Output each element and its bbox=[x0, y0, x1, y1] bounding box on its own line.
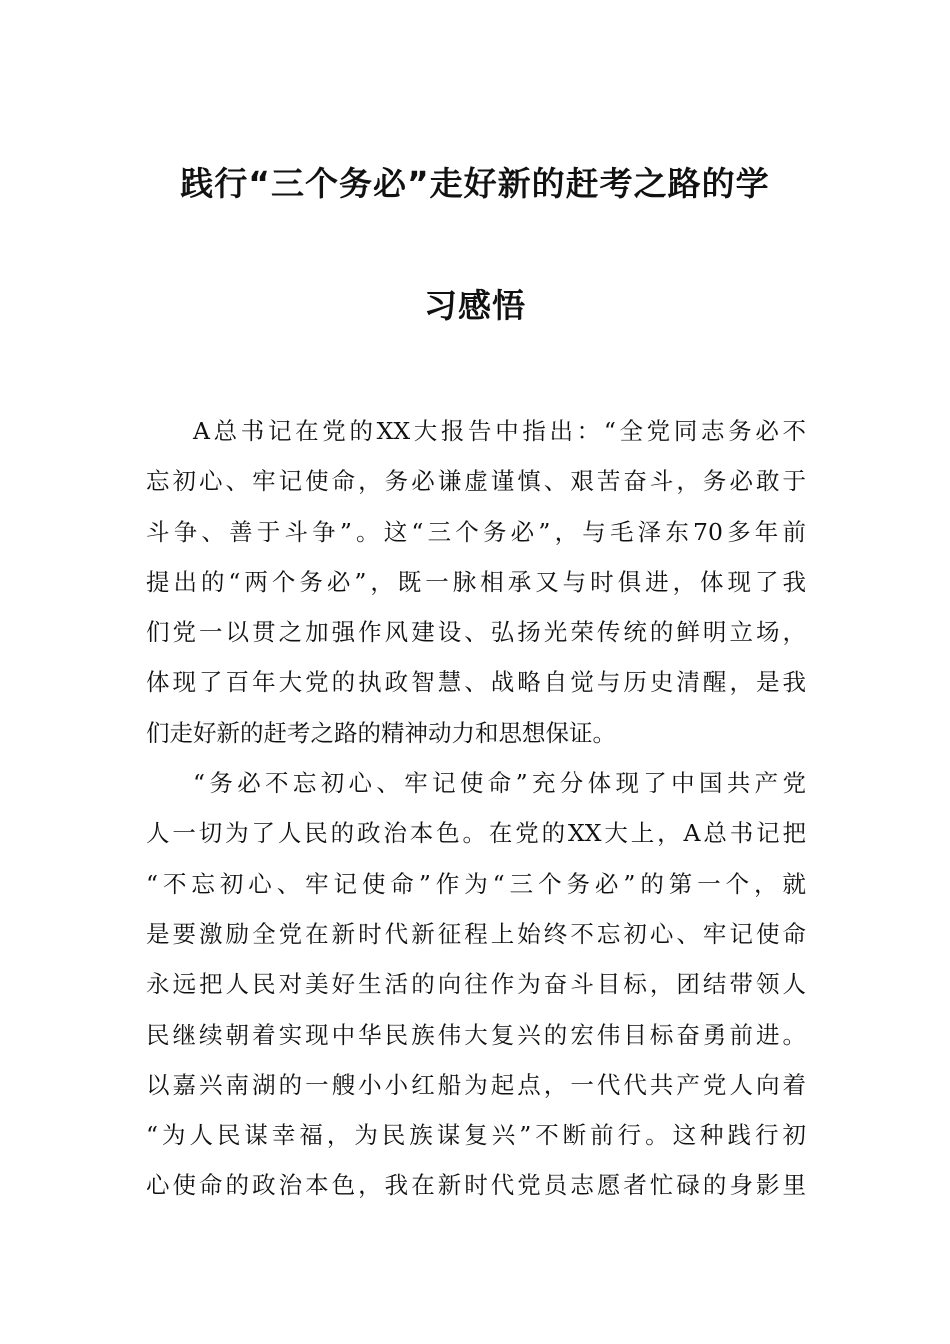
text-line: 们走好新的赶考之路的精神动力和思想保证。 bbox=[146, 718, 616, 747]
text-line: 心使命的政治本色，我在新时代党员志愿者忙碌的身影里 bbox=[146, 1171, 806, 1200]
document-title-line-2: 习感悟 bbox=[424, 286, 526, 325]
text-line: “不忘初心、牢记使命”作为“三个务必”的第一个，就 bbox=[146, 869, 806, 898]
paragraph-1 bbox=[146, 406, 806, 758]
text-line: 人一切为了人民的政治本色。在党的XX大上，A总书记把 bbox=[146, 819, 806, 848]
text-line: 民继续朝着实现中华民族伟大复兴的宏伟目标奋勇前进。 bbox=[146, 1020, 806, 1049]
text-line: “为人民谋幸福，为民族谋复兴”不断前行。这种践行初 bbox=[146, 1121, 806, 1150]
text-line: 永远把人民对美好生活的向往作为奋斗目标，团结带领人 bbox=[146, 970, 806, 999]
text-line: 是要激励全党在新时代新征程上始终不忘初心、牢记使命 bbox=[146, 919, 806, 948]
text-line: A总书记在党的XX大报告中指出：“全党同志务必不 bbox=[193, 417, 806, 445]
text-line: 体现了百年大党的执政智慧、战略自觉与历史清醒，是我 bbox=[146, 668, 806, 697]
text-line: 斗争、善于斗争”。这“三个务必”，与毛泽东70多年前 bbox=[146, 517, 806, 546]
text-line: 忘初心、牢记使命，务必谦虚谨慎、艰苦奋斗，务必敢于 bbox=[146, 467, 806, 496]
text-line: 提出的“两个务必”，既一脉相承又与时俱进，体现了我 bbox=[146, 567, 806, 596]
text-line: 们党一以贯之加强作风建设、弘扬光荣传统的鲜明立场， bbox=[146, 618, 806, 647]
paragraph-2 bbox=[146, 758, 806, 1211]
document-title-line-1: 践行“三个务必”走好新的赶考之路的学 bbox=[180, 164, 770, 203]
document-body bbox=[146, 406, 806, 1211]
text-line: “务必不忘初心、牢记使命”充分体现了中国共产党 bbox=[193, 769, 806, 798]
text-line: 以嘉兴南湖的一艘小小红船为起点，一代代共产党人向着 bbox=[146, 1070, 806, 1099]
